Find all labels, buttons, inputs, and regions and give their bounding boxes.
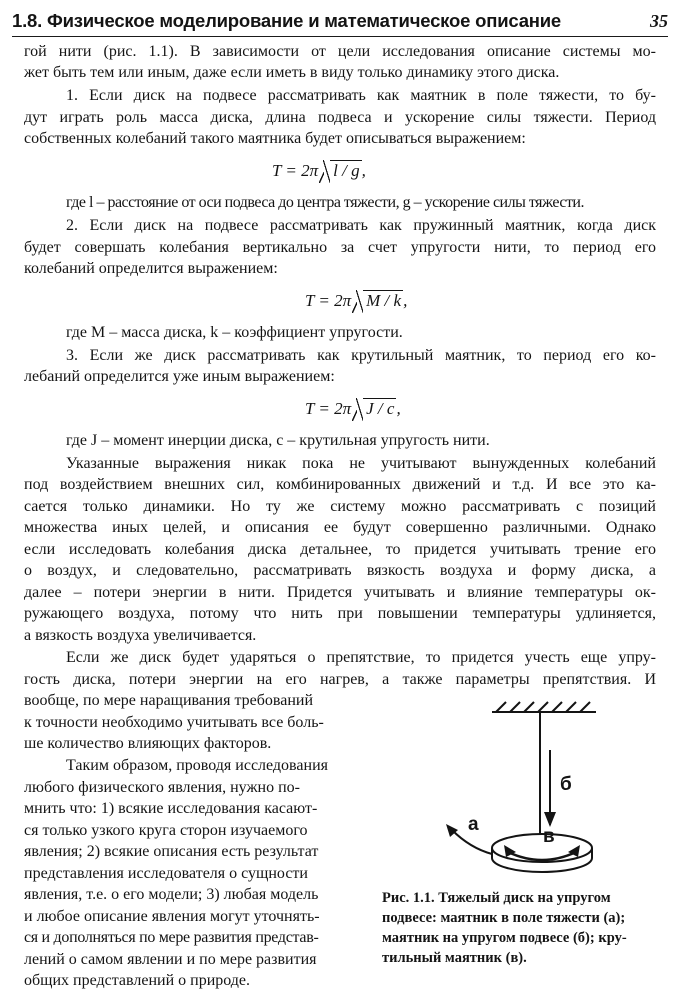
- formula-spring-pendulum: [305, 290, 407, 311]
- section-title: 1.8. Физическое моделирование и математическое описание: [12, 10, 562, 31]
- text-line: общих представлений о природе.: [24, 972, 251, 989]
- text-line: гой нити (рис. 1.1). В зависимости от цели исследования описание системы мо-: [24, 43, 656, 60]
- formula-tail: ,: [403, 291, 408, 310]
- sqrt-radical: [330, 160, 361, 181]
- text-line: жет быть тем или иным, даже если иметь в виду только динамику этого диска.: [24, 64, 560, 81]
- text-line: где l – расстояние от оси подвеса до центра тяжести, g – ускорение силы тяжести.: [66, 194, 584, 211]
- formula-tail: ,: [361, 161, 366, 180]
- pendulum-diagram: [400, 690, 683, 890]
- formula-tail: ,: [396, 399, 401, 418]
- text-line: 2. Если диск на подвесе рассматривать как пружинный маятник, когда диск: [66, 217, 656, 234]
- text-line: колебаний определится выражением:: [24, 260, 278, 277]
- formula-radicand: M / k: [366, 291, 402, 310]
- text-line: гость диска, потери энергии на его нагрев, а также параметры препятствия. И: [24, 671, 656, 688]
- caption-line: маятник на упругом подвесе (б); кру-: [382, 930, 627, 946]
- formula-radicand: J / c: [366, 399, 395, 418]
- text-line: далее – потери энергии в нити. Придется учитывать и влияние температуры ок-: [24, 584, 656, 601]
- text-line: к точности необходимо учитывать все боль-: [24, 714, 324, 731]
- sqrt-radical: [363, 398, 396, 419]
- text-line: Если же диск будет ударяться о препятствие, то придется учесть еще упру-: [66, 649, 656, 666]
- text-line: где J – момент инерции диска, c – крутильная упругость нити.: [66, 432, 490, 449]
- caption-line: тильный маятник (в).: [382, 950, 527, 966]
- arrow-b-head: [544, 812, 556, 827]
- text-line: любого физического явления, нужно по-: [24, 779, 300, 796]
- formula-lhs: T = 2π: [272, 161, 319, 180]
- formula-torsion-pendulum: [305, 398, 401, 419]
- formula-radicand: l / g: [333, 161, 360, 180]
- text-line: ся и дополняться по мере развития представ-: [24, 929, 319, 946]
- formula-lhs: T = 2π: [305, 399, 352, 418]
- text-line: сается только динамики. Но ту же систему можно рассматривать с позиций: [24, 498, 656, 515]
- formula-lhs: T = 2π: [305, 291, 352, 310]
- text-line: ся только узкого круга сторон изучаемого: [24, 822, 308, 839]
- label-a: а: [468, 814, 479, 835]
- label-v: в: [543, 826, 555, 847]
- text-line: собственных колебаний такого маятника будет описываться выражением:: [24, 130, 526, 147]
- text-line: ше количество влияющих факторов.: [24, 735, 272, 752]
- figure-caption: [382, 888, 657, 968]
- text-line: лебаний определится уже иным выражением:: [24, 368, 335, 385]
- text-line: под воздействием внешних сил, комбинированных движений и т.д. И все это ка-: [24, 476, 656, 493]
- text-line: дут играть роль масса диска, длина подвеса и ускорение силы тяжести. Период: [24, 109, 656, 126]
- text-line: будет совершать колебания вертикально за счет упругости нити, то период его: [24, 239, 656, 256]
- label-b: б: [560, 774, 572, 795]
- text-line: мнить что: 1) всякие исследования касают-: [24, 800, 318, 817]
- text-line: явления, т.е. о его модели; 3) любая модель: [24, 886, 319, 903]
- text-line: явления; 2) всякие описания есть результат: [24, 843, 319, 860]
- formula-gravity-pendulum: [272, 160, 366, 181]
- running-header: [12, 6, 668, 36]
- text-line: 3. Если же диск рассматривать как крутильный маятник, то период его ко-: [66, 347, 656, 364]
- text-line: Таким образом, проводя исследования: [66, 757, 328, 774]
- text-line: вообще, по мере наращивания требований: [24, 692, 314, 709]
- text-line: а вязкость воздуха увеличивается.: [24, 627, 257, 644]
- text-line: Указанные выражения никак пока не учитывают вынужденных колебаний: [66, 455, 656, 472]
- header-rule: [12, 36, 668, 37]
- text-line: лений о самом явлении и по мере развития: [24, 951, 317, 968]
- text-line: ружающего воздуха, потому что нить при повышении температуры удлиняется,: [24, 605, 656, 622]
- sqrt-radical: [363, 290, 403, 311]
- page-number: 35: [650, 11, 668, 31]
- ceiling-hatch: [496, 702, 590, 712]
- text-line: 1. Если диск на подвесе рассматривать как маятник в поле тяжести, то бу-: [66, 87, 656, 104]
- figure-disk-pendulum: [400, 690, 683, 890]
- text-line: представления исследователя о сущности: [24, 865, 308, 882]
- text-line: множества иных целей, и описания ее будут совершенно различными. Однако: [24, 519, 656, 536]
- text-line: если исследовать колебания диска детальнее, то придется учитывать трение его: [24, 541, 656, 558]
- caption-line: подвесе: маятник в поле тяжести (а);: [382, 910, 626, 926]
- caption-line: Рис. 1.1. Тяжелый диск на упругом: [382, 890, 611, 906]
- text-line: где M – масса диска, k – коэффициент упругости.: [66, 324, 403, 341]
- text-line: о воздух, и следовательно, рассматривать вязкость воздуха и форму диска, а: [24, 562, 656, 579]
- text-line: и любое описание явления могут уточнять-: [24, 908, 320, 925]
